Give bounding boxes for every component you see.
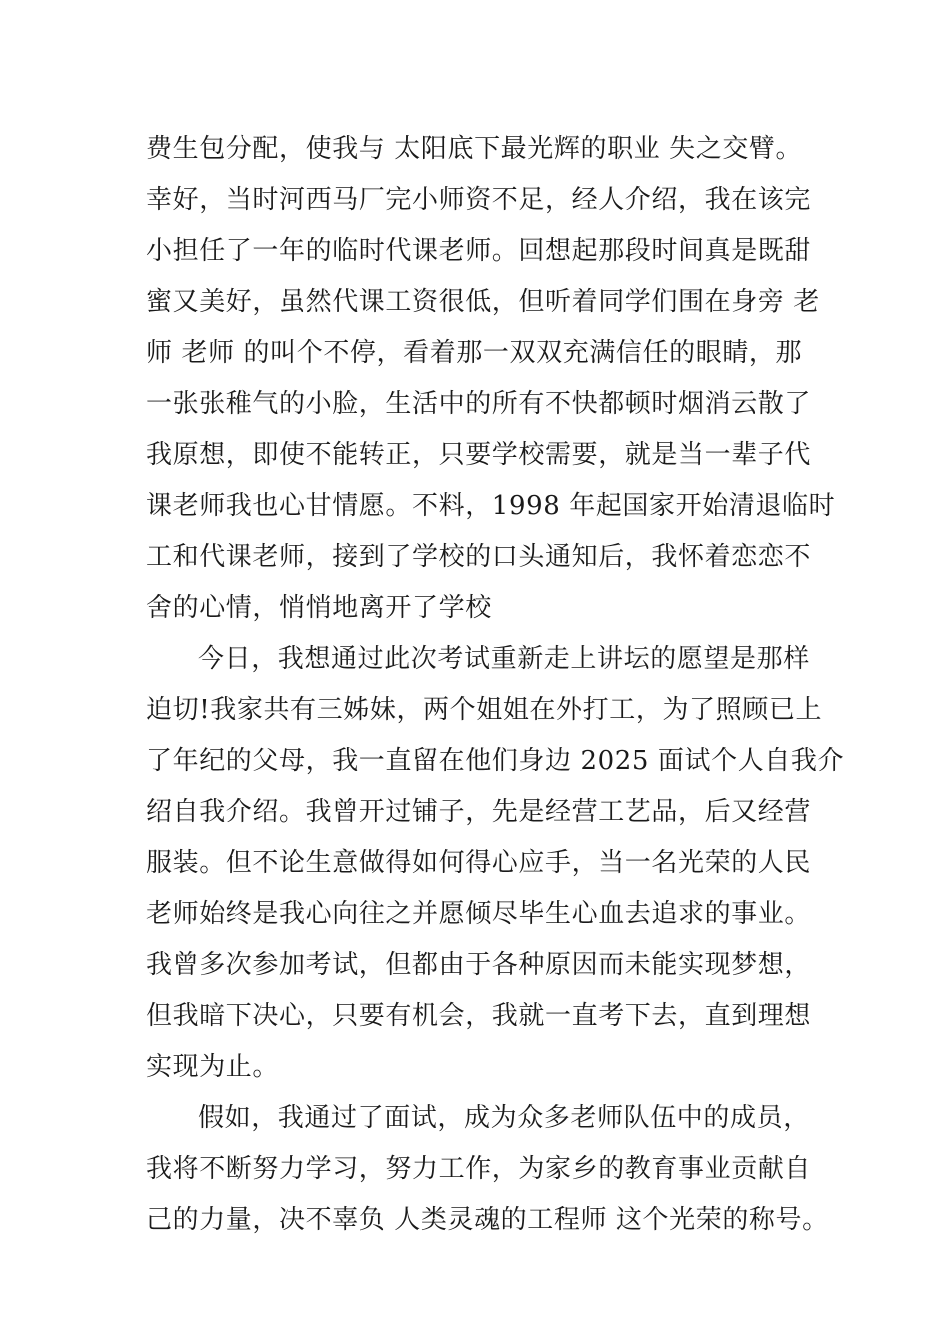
- text-line: 课老师我也心甘情愿。不料，1998 年起国家开始清退临时: [146, 491, 836, 521]
- text-line: 舍的心情，悄悄地离开了学校: [146, 593, 492, 623]
- text-line: 了年纪的父母，我一直留在他们身边 2025 面试个人自我介: [146, 746, 845, 776]
- text-line: 师 老师 的叫个不停，看着那一双双充满信任的眼睛，那: [146, 338, 803, 368]
- text-line: 蜜又美好，虽然代课工资很低，但听着同学们围在身旁 老: [146, 287, 820, 317]
- text-line: 工和代课老师，接到了学校的口头通知后，我怀着恋恋不: [146, 542, 812, 572]
- text-line: 费生包分配，使我与 太阳底下最光辉的职业 失之交臂。: [146, 134, 803, 164]
- paragraph-first-line: 假如，我通过了面试，成为众多老师队伍中的成员，: [198, 1103, 810, 1133]
- text-line: 一张张稚气的小脸，生活中的所有不快都顿时烟消云散了: [146, 389, 812, 419]
- paragraph-first-line: 今日，我想通过此次考试重新走上讲坛的愿望是那样: [198, 644, 810, 674]
- text-line: 我将不断努力学习，努力工作，为家乡的教育事业贡献自: [146, 1154, 812, 1184]
- text-line: 但我暗下决心，只要有机会，我就一直考下去，直到理想: [146, 1001, 812, 1031]
- text-line: 绍自我介绍。我曾开过铺子，先是经营工艺品，后又经营: [146, 797, 812, 827]
- text-line: 我曾多次参加考试，但都由于各种原因而未能实现梦想，: [146, 950, 812, 980]
- text-line: 实现为止。: [146, 1052, 280, 1082]
- text-line: 幸好，当时河西马厂完小师资不足，经人介绍，我在该完: [146, 185, 812, 215]
- text-line: 己的力量，决不辜负 人类灵魂的工程师 这个光荣的称号。: [146, 1205, 829, 1235]
- text-line: 迫切!我家共有三姊妹，两个姐姐在外打工，为了照顾已上: [146, 695, 823, 725]
- text-line: 老师始终是我心向往之并愿倾尽毕生心血去追求的事业。: [146, 899, 812, 929]
- text-line: 小担任了一年的临时代课老师。回想起那段时间真是既甜: [146, 236, 812, 266]
- text-line: 服装。但不论生意做得如何得心应手，当一名光荣的人民: [146, 848, 812, 878]
- text-line: 我原想，即使不能转正，只要学校需要，就是当一辈子代: [146, 440, 812, 470]
